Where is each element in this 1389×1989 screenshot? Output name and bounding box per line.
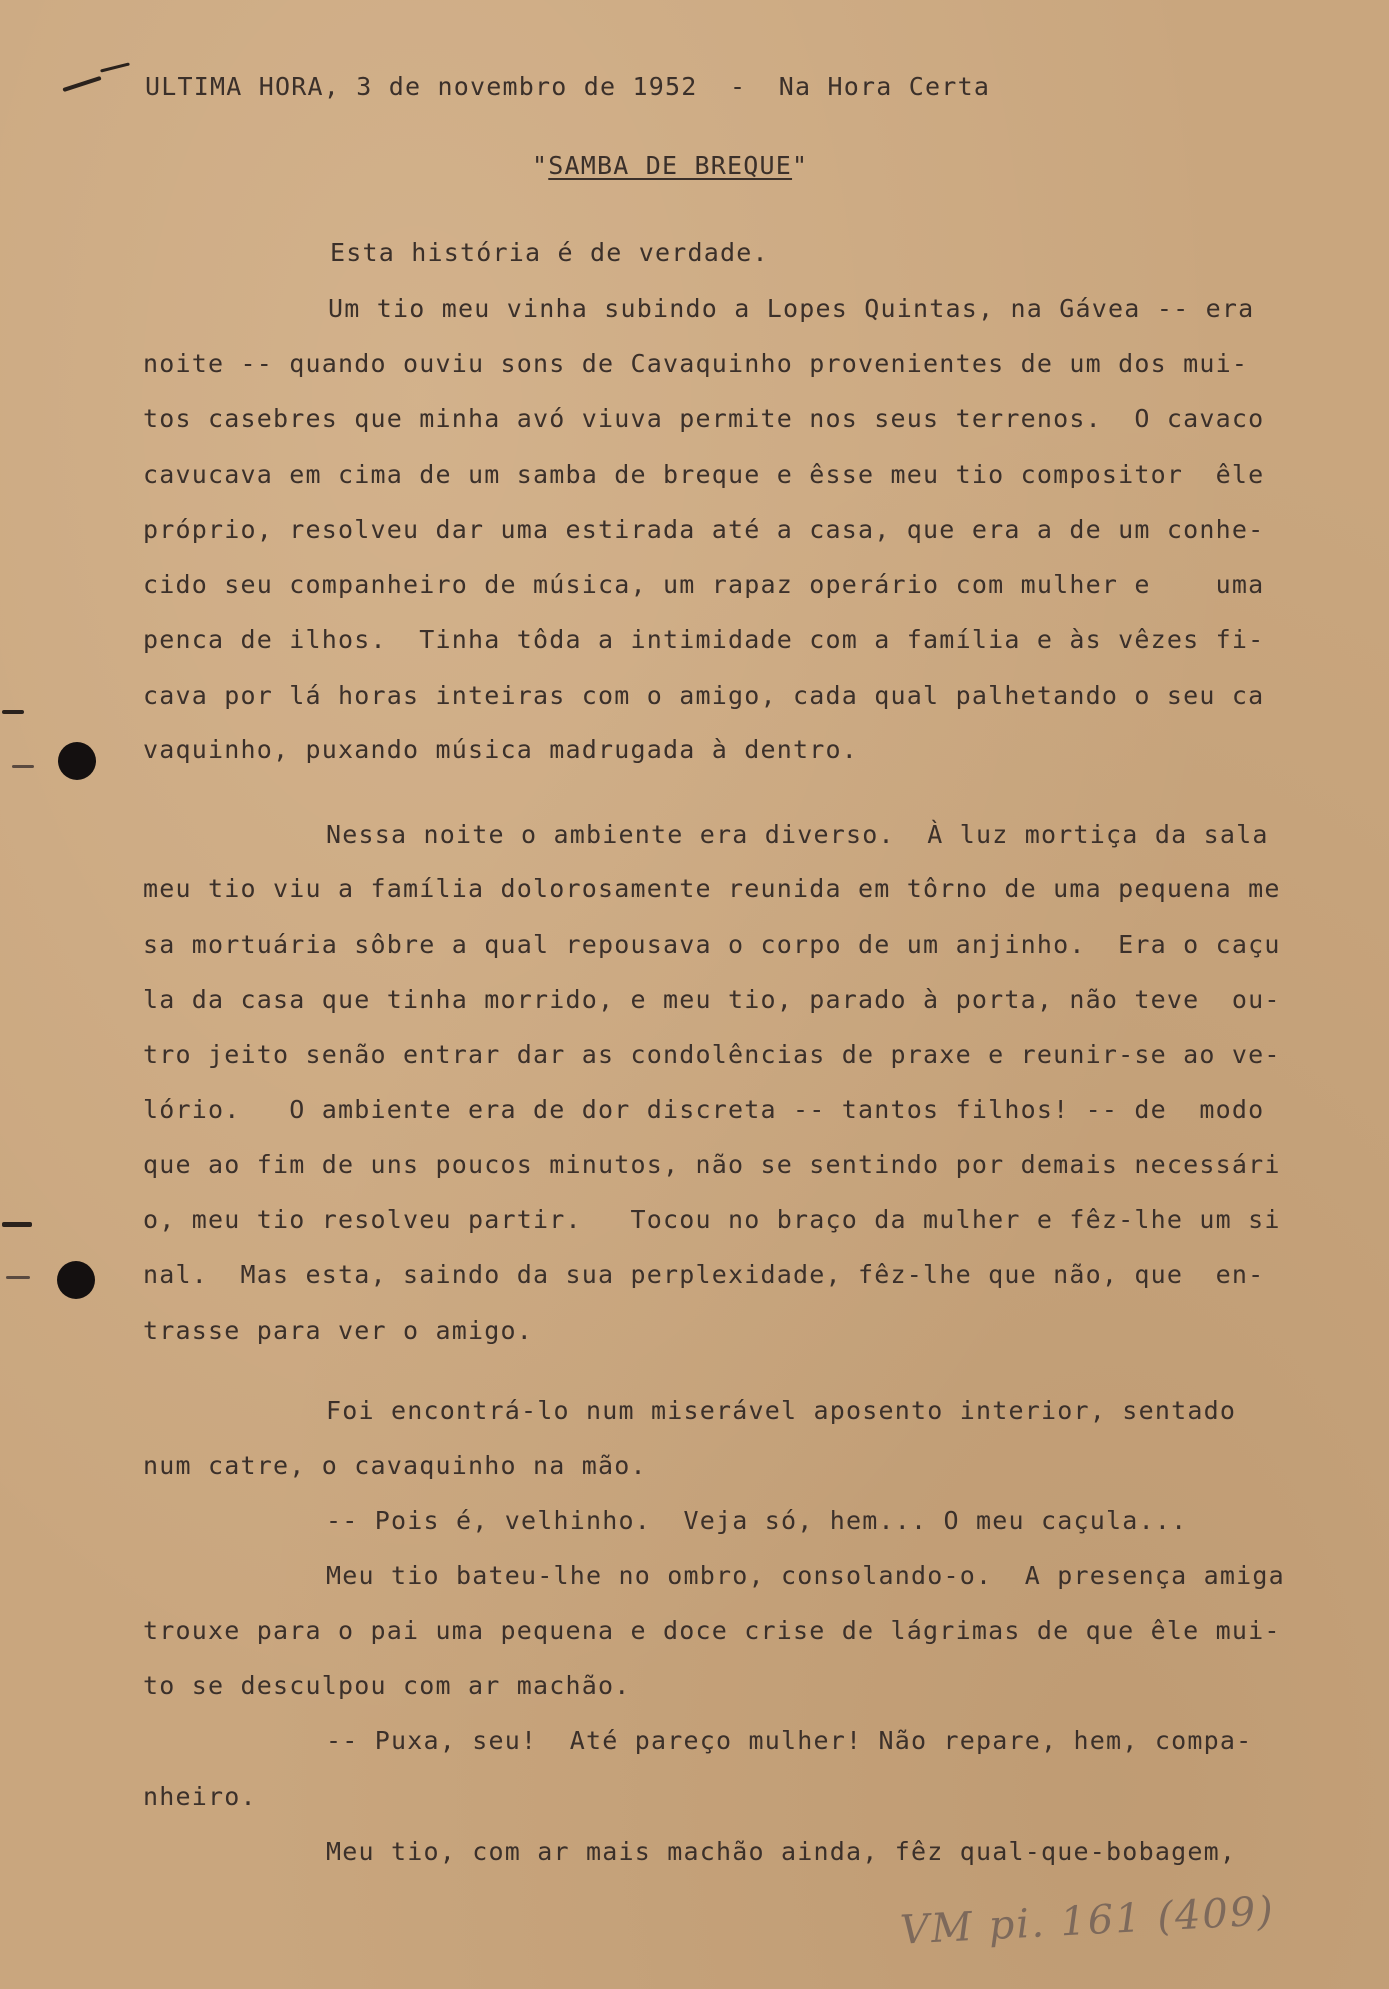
body-line: próprio, resolveu dar uma estirada até a casa, que era a de um conhe- [143,515,1265,544]
body-line: tro jeito senão entrar dar as condolências de praxe e reunir-se ao ve- [143,1040,1281,1069]
newspaper-header: ULTIMA HORA, 3 de novembro de 1952 - Na Hora Certa [145,72,991,101]
body-line: nal. Mas esta, saindo da sua perplexidade, fêz-lhe que não, que en- [143,1260,1265,1289]
body-line: cido seu companheiro de música, um rapaz operário com mulher e uma [143,570,1265,599]
body-line: cava por lá horas inteiras com o amigo, cada qual palhetando o seu ca [143,681,1265,710]
ink-mark [2,710,24,714]
ink-mark [6,1276,30,1279]
body-line: Um tio meu vinha subindo a Lopes Quintas, na Gávea -- era [328,294,1255,323]
body-line: noite -- quando ouviu sons de Cavaquinho provenientes de um dos mui- [143,349,1249,378]
body-line: trouxe para o pai uma pequena e doce crise de lágrimas de que êle mui- [143,1616,1281,1645]
body-line: trasse para ver o amigo. [143,1316,534,1345]
body-line: nheiro. [143,1782,257,1811]
body-line: -- Puxa, seu! Até pareço mulher! Não repare, hem, compa- [326,1726,1253,1755]
body-line: o, meu tio resolveu partir. Tocou no braço da mulher e fêz-lhe um si [143,1205,1281,1234]
title-close-quote: " [792,151,809,180]
body-line: tos casebres que minha avó viuva permite nos seus terrenos. O cavaco [143,404,1265,433]
ink-mark [100,62,130,72]
body-line: Meu tio, com ar mais machão ainda, fêz qual-que-bobagem, [326,1837,1237,1866]
handwritten-archive-note: VM pi. 161 (409) [899,1888,1276,1954]
ink-mark [62,76,101,92]
body-line: cavucava em cima de um samba de breque e êsse meu tio compositor êle [143,460,1265,489]
punch-hole-top [58,742,96,780]
body-line: penca de ilhos. Tinha tôda a intimidade com a família e às vêzes fi- [143,625,1265,654]
body-line: to se desculpou com ar machão. [143,1671,631,1700]
body-line: la da casa que tinha morrido, e meu tio, parado à porta, não teve ou- [143,985,1281,1014]
body-line: meu tio viu a família dolorosamente reunida em tôrno de uma pequena me [143,874,1281,903]
body-line: num catre, o cavaquinho na mão. [143,1451,647,1480]
body-line: vaquinho, puxando música madrugada à dentro. [143,735,859,764]
body-line: Meu tio bateu-lhe no ombro, consolando-o. A presença amiga [326,1561,1285,1590]
body-line: Esta história é de verdade. [330,238,769,267]
body-line: que ao fim de uns poucos minutos, não se sentindo por demais necessári [143,1150,1281,1179]
body-line: -- Pois é, velhinho. Veja só, hem... O meu caçula... [326,1506,1188,1535]
body-line: Foi encontrá-lo num miserável aposento interior, sentado [326,1396,1237,1425]
body-line: sa mortuária sôbre a qual repousava o corpo de um anjinho. Era o caçu [143,930,1281,959]
body-line: lório. O ambiente era de dor discreta -- tantos filhos! -- de modo [143,1095,1265,1124]
ink-mark [12,765,34,768]
punch-hole-bottom [57,1261,95,1299]
article-title [532,153,808,178]
title-text: SAMBA DE BREQUE [548,151,793,180]
ink-mark [2,1222,32,1227]
title-open-quote: " [532,151,549,180]
body-line: Nessa noite o ambiente era diverso. À luz mortiça da sala [326,820,1269,849]
